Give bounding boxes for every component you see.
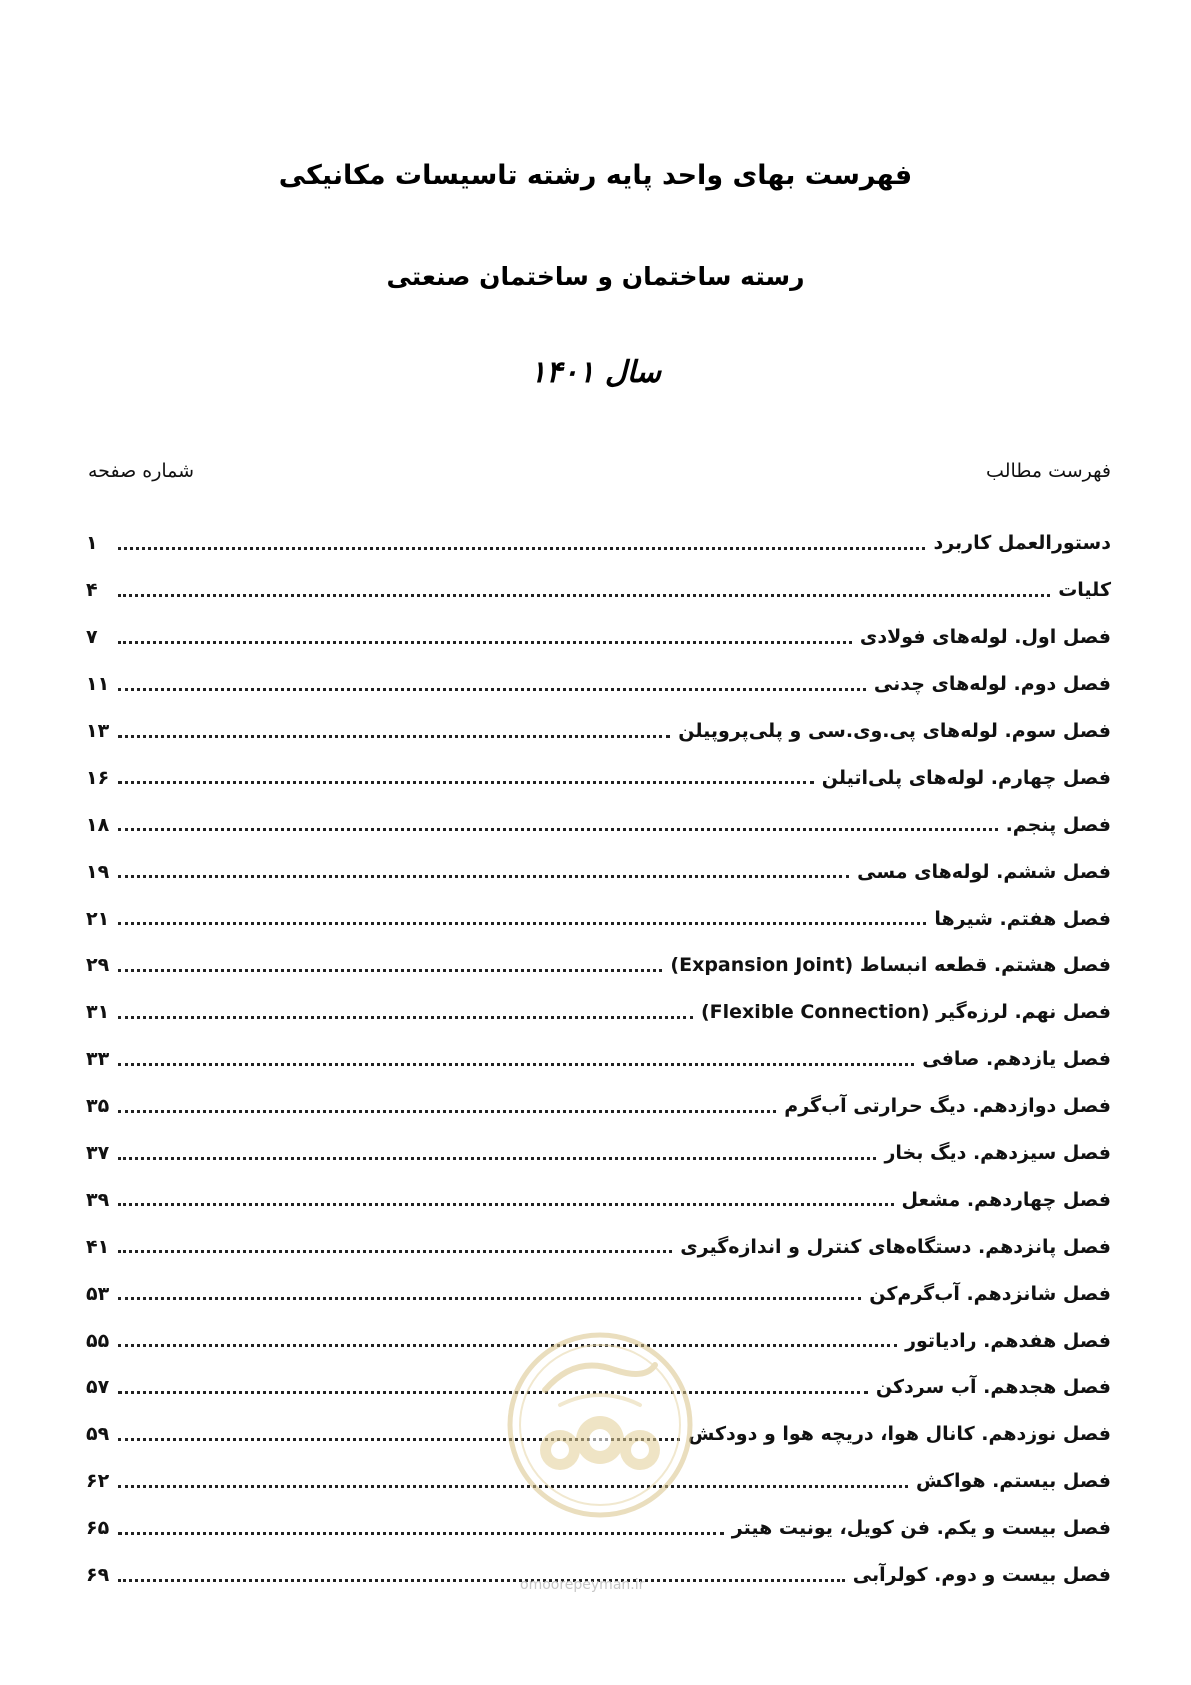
dot-leader: [118, 1110, 776, 1113]
toc-label: فصل چهارم. لوله‌های پلی‌اتیلن: [821, 766, 1111, 789]
toc-label: فصل یازدهم. صافی: [922, 1048, 1111, 1071]
toc-label: فصل چهاردهم. مشعل: [901, 1188, 1111, 1211]
toc-row[interactable]: [86, 754, 1111, 801]
toc-row[interactable]: [86, 1270, 1111, 1317]
watermark-url: omoorepeyman.ir: [520, 1577, 645, 1593]
document-year: سال ۱۴۰۱: [530, 355, 661, 390]
toc-row[interactable]: [86, 1083, 1111, 1130]
dot-leader: [118, 1391, 868, 1394]
dot-leader: [118, 781, 814, 784]
toc-label: فصل پنجم.: [1005, 813, 1111, 836]
toc-label: فصل هفدهم. رادیاتور: [905, 1329, 1111, 1352]
toc-row[interactable]: [86, 989, 1111, 1036]
dot-leader: [118, 1579, 845, 1582]
toc-page: ۱۶: [86, 766, 110, 789]
toc-row[interactable]: [86, 708, 1111, 755]
toc-label: فصل دوم. لوله‌های چدنی: [873, 673, 1111, 696]
toc-label: فصل هفتم. شیرها: [934, 907, 1111, 930]
page-number-heading: شماره صفحه: [88, 460, 195, 482]
toc-page: ۳۵: [86, 1095, 110, 1118]
toc-label: فصل دوازدهم. دیگ حرارتی آب‌گرم: [784, 1095, 1111, 1118]
toc-row[interactable]: [86, 614, 1111, 661]
toc-label: فصل سیزدهم. دیگ بخار: [884, 1142, 1111, 1165]
dot-leader: [118, 1203, 894, 1206]
toc-page: ۲۹: [86, 954, 110, 977]
toc-page: ۵۵: [86, 1329, 110, 1352]
dot-leader: [118, 828, 998, 831]
toc-row[interactable]: [86, 1223, 1111, 1270]
contents-heading: فهرست مطالب: [986, 460, 1111, 482]
toc-page: ۱۳: [86, 720, 110, 742]
toc-row[interactable]: [86, 848, 1111, 895]
toc-page: ۵۹: [86, 1423, 110, 1446]
toc-label: فصل نوزدهم. کانال هوا، دریچه هوا و دودکش: [688, 1423, 1111, 1446]
dot-leader: [118, 969, 662, 972]
toc-page: ۶۹: [86, 1564, 110, 1587]
toc-page: ۱۱: [86, 673, 110, 696]
toc-page: ۳۹: [86, 1188, 110, 1211]
seal-logo-icon: [505, 1330, 695, 1520]
document-subtitle: رسته ساختمان و ساختمان صنعتی: [386, 262, 805, 291]
toc-page: ۷: [86, 626, 98, 649]
toc-row[interactable]: [86, 1130, 1111, 1177]
toc-label: فصل سوم. لوله‌های پی.وی.سی و پلی‌پروپیلن: [678, 720, 1111, 742]
dot-leader: [118, 688, 866, 691]
toc-page: ۳۳: [86, 1048, 110, 1071]
toc-page: ۱: [86, 532, 98, 555]
toc-page: ۵۷: [86, 1376, 110, 1399]
toc-label: فصل شانزدهم. آب‌گرم‌کن: [869, 1282, 1111, 1305]
toc-page: ۳۱: [86, 1001, 110, 1024]
toc-page: ۶۵: [86, 1517, 110, 1540]
toc-page: ۱۸: [86, 813, 110, 836]
dot-leader: [118, 1250, 672, 1253]
dot-leader: [118, 922, 926, 925]
toc-label: فصل ششم. لوله‌های مسی: [857, 860, 1111, 883]
dot-leader: [118, 1157, 876, 1160]
toc-label: فصل بیست و دوم. کولرآبی: [852, 1564, 1111, 1587]
dot-leader: [118, 735, 670, 738]
dot-leader: [118, 594, 1050, 597]
dot-leader: [118, 1297, 861, 1300]
toc-label: فصل پانزدهم. دستگاه‌های کنترل و اندازه‌گیری: [680, 1235, 1111, 1258]
toc-label: کلیات: [1058, 579, 1111, 602]
dot-leader: [118, 547, 925, 550]
toc-label: فصل اول. لوله‌های فولادی: [859, 626, 1111, 649]
dot-leader: [118, 641, 852, 644]
toc-row[interactable]: [86, 567, 1111, 614]
dot-leader: [118, 1063, 914, 1066]
toc-row[interactable]: [86, 661, 1111, 708]
toc-label: فصل هجدهم. آب سردکن: [875, 1376, 1111, 1399]
toc-label: فصل بیستم. هواکش: [916, 1470, 1111, 1493]
document-title: فهرست بهای واحد پایه رشته تاسیسات مکانیکی: [278, 160, 913, 191]
toc-row[interactable]: [86, 1036, 1111, 1083]
toc-page: ۴۱: [86, 1235, 110, 1258]
toc-label: دستورالعمل کاربرد: [933, 532, 1111, 555]
toc-page: ۲۱: [86, 907, 110, 930]
toc-label: فصل بیست و یکم. فن کویل، یونیت هیتر: [731, 1517, 1111, 1540]
dot-leader: [118, 1016, 693, 1019]
toc-page: ۶۲: [86, 1470, 110, 1493]
toc-page: ۱۹: [86, 860, 110, 883]
toc-page: ۳۷: [86, 1142, 110, 1165]
toc-label: فصل نهم. لرزه‌گیر (Flexible Connection): [700, 1001, 1111, 1024]
toc-page: ۵۳: [86, 1282, 110, 1305]
toc-page: ۴: [86, 579, 98, 602]
toc-row[interactable]: [86, 1176, 1111, 1223]
toc-label: فصل هشتم. قطعه انبساط (Expansion Joint): [670, 954, 1111, 977]
dot-leader: [118, 875, 849, 878]
toc-row[interactable]: [86, 942, 1111, 989]
toc-row[interactable]: [86, 895, 1111, 942]
dot-leader: [118, 1532, 724, 1535]
toc-row[interactable]: [86, 520, 1111, 567]
toc-row[interactable]: [86, 801, 1111, 848]
